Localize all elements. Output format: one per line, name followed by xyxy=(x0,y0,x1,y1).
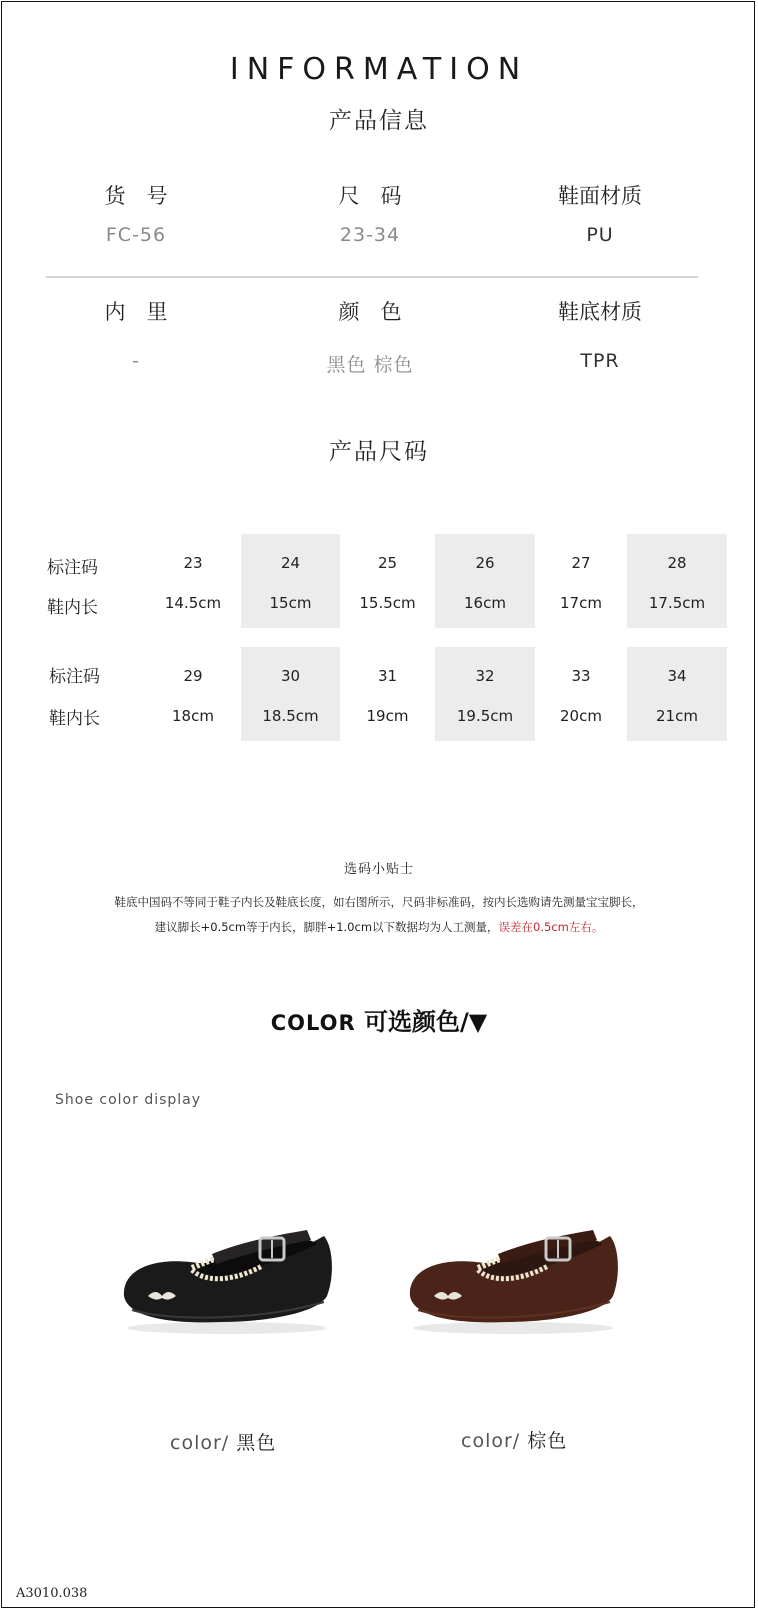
color-name-black: 黑色 xyxy=(236,1432,277,1454)
inner-length: 18cm xyxy=(172,707,214,725)
size-cell xyxy=(241,534,340,628)
inner-length: 21cm xyxy=(656,707,698,725)
inner-length: 17cm xyxy=(560,594,602,612)
info-label-size: 尺 码 xyxy=(338,184,402,208)
inner-length: 19cm xyxy=(366,707,409,725)
color-prefix-brown: color/ xyxy=(461,1430,521,1452)
color-prefix-black: color/ xyxy=(170,1432,230,1454)
info-value-size: 23-34 xyxy=(339,224,401,246)
size-number: 28 xyxy=(667,554,687,572)
size-cell xyxy=(340,534,435,628)
info-divider xyxy=(46,276,698,278)
tips-line-1: 鞋底中国码不等同于鞋子内长及鞋底长度，如右图所示，尺码非标准码，按内长选购请先测量宝宝脚长， xyxy=(114,895,644,909)
size-number: 30 xyxy=(280,667,301,685)
info-value-sole-material: TPR xyxy=(580,350,620,372)
size-cell xyxy=(535,647,627,741)
tips-line-2-text: 建议脚长+0.5cm等于内长，脚胖+1.0cm以下数据均为人工测量， xyxy=(154,920,499,934)
black-shoe-image xyxy=(112,1218,342,1338)
size-cell xyxy=(535,534,627,628)
inner-length: 15.5cm xyxy=(359,594,416,612)
size-label-row2: 标注码 xyxy=(49,667,100,687)
size-number: 24 xyxy=(280,554,301,572)
inner-length: 17.5cm xyxy=(648,594,706,612)
tips-error-note: 误差在0.5cm左右。 xyxy=(498,920,604,934)
title-english: INFORMATION xyxy=(229,52,529,87)
size-number: 33 xyxy=(571,667,591,685)
size-label-row1: 标注码 xyxy=(47,558,98,578)
inner-length: 14.5cm xyxy=(164,594,222,612)
size-number: 31 xyxy=(377,667,398,685)
brown-shoe-image xyxy=(398,1218,628,1338)
size-number: 29 xyxy=(183,667,203,685)
info-label-upper-material: 鞋面材质 xyxy=(558,184,642,208)
info-value-lining: - xyxy=(132,350,140,372)
color-name-brown: 棕色 xyxy=(527,1430,568,1452)
shoe-display-subtitle: Shoe color display xyxy=(55,1092,202,1108)
color-heading-cn: 可选颜色/▼ xyxy=(364,1008,488,1036)
size-cell xyxy=(340,647,435,741)
inner-length: 15cm xyxy=(269,594,312,612)
size-chart-title: 产品尺码 xyxy=(329,439,429,465)
info-value-upper-material: PU xyxy=(586,224,614,246)
inner-length: 20cm xyxy=(560,707,602,725)
size-number: 27 xyxy=(571,554,591,572)
size-number: 25 xyxy=(377,554,398,572)
info-label-color: 颜 色 xyxy=(338,300,402,324)
size-number: 23 xyxy=(183,554,203,572)
color-label-black xyxy=(170,1428,276,1455)
product-code: A3010.038 xyxy=(16,1586,88,1601)
color-heading-en: COLOR xyxy=(270,1011,356,1035)
size-number: 26 xyxy=(475,554,495,572)
size-cell xyxy=(241,647,340,741)
length-label-row1: 鞋内长 xyxy=(47,598,98,618)
color-label-brown xyxy=(461,1426,567,1453)
title-chinese: 产品信息 xyxy=(329,108,429,134)
info-label-lining: 内 里 xyxy=(104,300,168,324)
inner-length: 18.5cm xyxy=(262,707,319,725)
size-number: 32 xyxy=(475,667,495,685)
tips-line-2 xyxy=(0,919,758,935)
inner-length: 16cm xyxy=(464,594,506,612)
size-cell xyxy=(145,647,241,741)
tips-title: 选码小贴士 xyxy=(343,862,414,877)
length-label-row2: 鞋内长 xyxy=(49,709,100,729)
size-cell xyxy=(435,534,535,628)
info-label-sole-material: 鞋底材质 xyxy=(558,300,642,324)
info-value-color: 黑色 棕色 xyxy=(326,354,414,376)
size-cell xyxy=(627,647,727,741)
inner-length: 19.5cm xyxy=(456,707,514,725)
info-value-item-no: FC-56 xyxy=(105,224,167,246)
info-label-item-no: 货 号 xyxy=(104,184,168,208)
color-heading xyxy=(0,1002,758,1037)
size-cell xyxy=(435,647,535,741)
size-number: 34 xyxy=(667,667,687,685)
size-cell xyxy=(145,534,241,628)
size-cell xyxy=(627,534,727,628)
